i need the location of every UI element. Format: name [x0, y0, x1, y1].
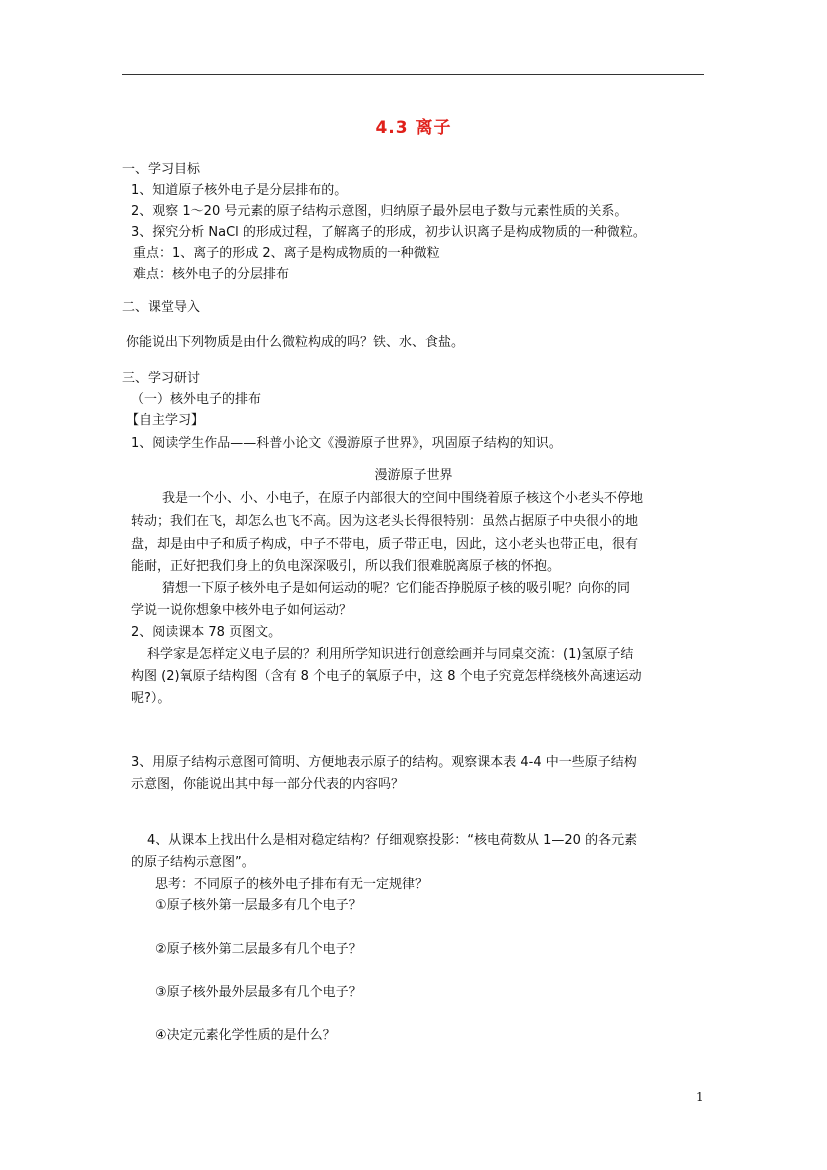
- self-study-label: 【自主学习】: [126, 413, 205, 428]
- section3-heading: 三、学习研讨: [122, 371, 201, 386]
- think-question-3: ③原子核外最外层最多有几个电子？: [155, 985, 362, 1000]
- section1-heading: 一、学习目标: [122, 162, 201, 177]
- think-prompt: 思考：不同原子的核外电子排布有无一定规律？: [155, 877, 429, 892]
- step2-question-line-1: 科学家是怎样定义电子层的？利用所学知识进行创意绘画并与同桌交流：(1)氢原子结: [147, 647, 634, 662]
- page-number: 1: [696, 1090, 704, 1104]
- essay-title: 漫游原子世界: [374, 468, 453, 483]
- study-step-1: 1、阅读学生作品——科普小论文《漫游原子世界》，巩固原子结构的知识。: [131, 436, 562, 451]
- intro-question: 你能说出下列物质是由什么微粒构成的吗？铁、水、食盐。: [126, 335, 465, 350]
- goal-item-1: 1、知道原子核外电子是分层排布的。: [131, 183, 348, 198]
- section2-heading: 二、课堂导入: [122, 300, 201, 315]
- key-points: 重点：1、离子的形成 2、离子是构成物质的一种微粒: [133, 246, 440, 261]
- study-step-4-line-1: 4、从课本上找出什么是相对稳定结构？仔细观察投影：“核电荷数从 1—20 的各元素: [147, 833, 638, 848]
- goal-item-2: 2、观察 1～20 号元素的原子结构示意图，归纳原子最外层电子数与元素性质的关系。: [131, 204, 628, 219]
- difficulty: 难点：核外电子的分层排布: [133, 267, 290, 282]
- subsection-electron-arrangement: （一）核外电子的排布: [131, 392, 262, 407]
- essay-p1-line-2: 转动；我们在飞，却怎么也飞不高。因为这老头长得很特别：虽然占据原子中央很小的地: [131, 514, 639, 529]
- document-title: 4.3 离子: [375, 118, 452, 138]
- study-step-3-line-2: 示意图，你能说出其中每一部分代表的内容吗？: [131, 777, 405, 792]
- study-step-3-line-1: 3、用原子结构示意图可简明、方便地表示原子的结构。观察课本表 4-4 中一些原子结构: [131, 755, 637, 770]
- study-step-4-line-2: 的原子结构示意图”。: [131, 855, 255, 870]
- header-rule: [122, 74, 704, 75]
- think-question-4: ④决定元素化学性质的是什么？: [155, 1028, 336, 1043]
- essay-p2-line-1: 猜想一下原子核外电子是如何运动的呢？它们能否挣脱原子核的吸引呢？向你的同: [162, 581, 631, 596]
- think-question-2: ②原子核外第二层最多有几个电子？: [155, 942, 362, 957]
- essay-p1-line-1: 我是一个小、小、小电子，在原子内部很大的空间中围绕着原子核这个小老头不停地: [162, 491, 644, 506]
- think-question-1: ①原子核外第一层最多有几个电子？: [155, 898, 362, 913]
- step2-question-line-2: 构图 (2)氧原子结构图（含有 8 个电子的氧原子中，这 8 个电子究竟怎样绕核外高速运动: [131, 669, 642, 684]
- essay-p1-line-4: 能耐，正好把我们身上的负电深深吸引，所以我们很难脱离原子核的怀抱。: [131, 559, 561, 574]
- essay-p1-line-3: 盘，却是由中子和质子构成，中子不带电，质子带正电，因此，这小老头也带正电，很有: [131, 537, 639, 552]
- step2-question-line-3: 呢?）。: [131, 691, 171, 706]
- essay-p2-line-2: 学说一说你想象中核外电子如何运动？: [131, 603, 353, 618]
- study-step-2: 2、阅读课本 78 页图文。: [131, 625, 282, 640]
- goal-item-3: 3、探究分析 NaCl 的形成过程，了解离子的形成，初步认识离子是构成物质的一种微粒。: [131, 225, 646, 240]
